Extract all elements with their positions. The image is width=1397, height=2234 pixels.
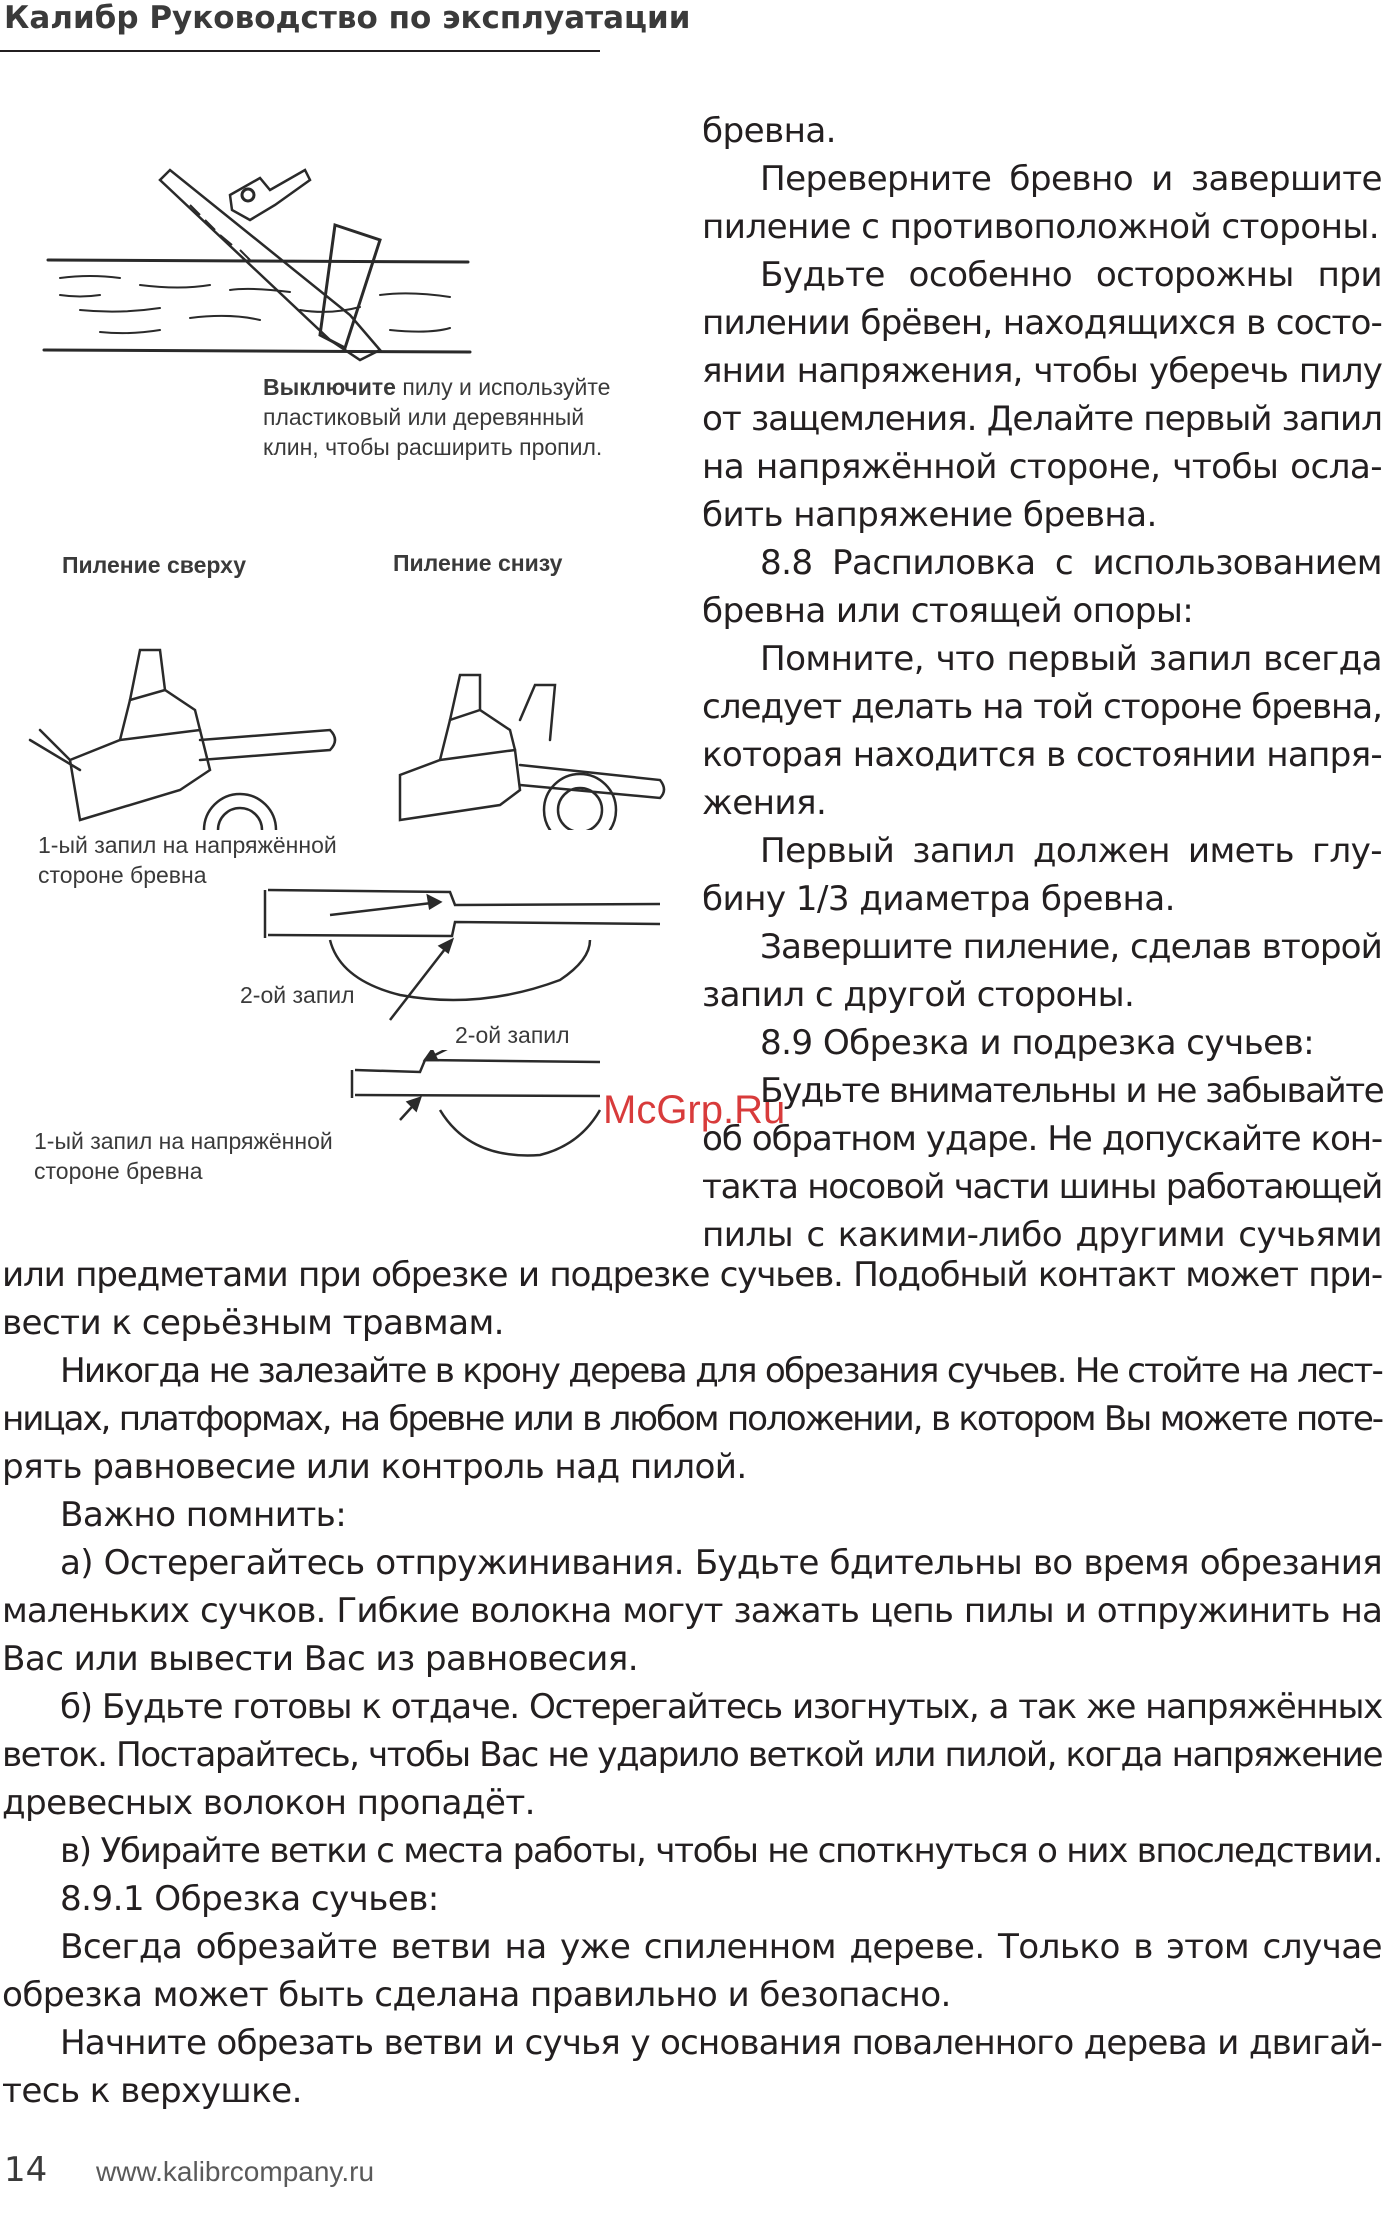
body-line: в) Убирайте ветки с места работы, чтобы не споткнуться о них впоследствии. <box>60 1831 1382 1871</box>
col-line: Будьте особенно осторожны при <box>760 255 1382 295</box>
col-line: 8.9 Обрезка и подрезка сучьев: <box>760 1023 1315 1063</box>
col-line: жения. <box>702 783 827 823</box>
col-line: пилы с какими-либо другими сучьями <box>702 1215 1382 1255</box>
col-line: об обратном ударе. Не допускайте кон- <box>702 1119 1382 1159</box>
body-line: 8.9.1 Обрезка сучьев: <box>60 1879 439 1919</box>
wedge-caption-bold: Выключите <box>263 374 396 400</box>
website-link[interactable]: www.kalibrcompany.ru <box>96 2156 375 2187</box>
label-second-cut-b: 2-ой запил <box>455 1022 570 1048</box>
label-second-cut-a: 2-ой запил <box>240 982 355 1008</box>
col-line: запил с другой стороны. <box>702 975 1135 1015</box>
label-first-cut-a-line1: 1-ый запил на напряжённой <box>38 832 337 858</box>
col-line: от защемления. Делайте первый запил <box>702 399 1382 439</box>
page-footer <box>0 2150 700 2200</box>
label-top-cut: Пиление сверху <box>62 552 247 578</box>
body-line: Всегда обрезайте ветви на уже спиленном дереве. Только в этом случае <box>60 1927 1382 1967</box>
body-line: ницах, платформах, на бревне или в любом положении, в котором Вы можете поте- <box>2 1399 1382 1439</box>
col-line: бить напряжение бревна. <box>702 495 1157 535</box>
first-cut-diagram-a <box>0 860 680 1060</box>
body-line: рять равновесие или контроль над пилой. <box>2 1447 747 1487</box>
illustration-area <box>0 120 680 1240</box>
label-first-cut-b <box>34 1126 333 1186</box>
col-line: Первый запил должен иметь глу- <box>760 831 1382 871</box>
page-header <box>0 0 691 52</box>
wedge-caption-line1: пилу и используйте <box>395 374 611 400</box>
body-line: Важно помнить: <box>60 1495 347 1535</box>
body-line: Вас или вывести Вас из равновесия. <box>2 1639 638 1679</box>
col-line: Помните, что первый запил всегда <box>760 639 1382 679</box>
wedge-caption <box>263 372 610 462</box>
wedge-caption-line2: пластиковый или деревянный <box>263 404 585 430</box>
body-line: а) Остерегайтесь отпружинивания. Будьте бдительны во время обрезания <box>60 1543 1382 1583</box>
col-line: такта носовой части шины работающей <box>702 1167 1382 1207</box>
sawing-illustration <box>0 590 680 830</box>
col-line: пиление с противоположной стороны. <box>702 207 1380 247</box>
body-line: веток. Постарайтесь, чтобы Вас не ударило веткой или пилой, когда напряжение <box>2 1735 1382 1775</box>
body-line: древесных волокон пропадёт. <box>2 1783 535 1823</box>
col-line: Переверните бревно и завершите <box>760 159 1382 199</box>
col-line: янии напряжения, чтобы уберечь пилу <box>702 351 1382 391</box>
watermark: McGrp.Ru <box>603 1088 786 1132</box>
col-line: Завершите пиление, сделав второй <box>760 927 1382 967</box>
body-line: тесь к верхушке. <box>2 2071 302 2111</box>
col-line: следует делать на той стороне бревна, <box>702 687 1382 727</box>
col-line: которая находится в состоянии напря- <box>702 735 1382 775</box>
label-first-cut-a-line2: стороне бревна <box>38 862 207 888</box>
full-width-text <box>2 1251 1382 2115</box>
body-line: Начните обрезать ветви и сучья у основания поваленного дерева и двигай- <box>60 2023 1382 2063</box>
col-line: Будьте внимательны и не забывайте <box>760 1071 1384 1111</box>
body-line: или предметами при обрезке и подрезке сучьев. Подобный контакт может при- <box>2 1255 1382 1295</box>
col-line: пилении брёвен, находящихся в состо- <box>702 303 1382 343</box>
col-line: бревна или стоящей опоры: <box>702 591 1194 631</box>
right-column-text <box>702 107 1382 1259</box>
body-line: обрезка может быть сделана правильно и безопасно. <box>2 1975 951 2015</box>
label-first-cut-b-line1: 1-ый запил на напряжённой <box>34 1128 333 1154</box>
col-line: на напряжённой стороне, чтобы осла- <box>702 447 1382 487</box>
label-first-cut-b-line2: стороне бревна <box>34 1158 203 1184</box>
col-line: бину 1/3 диаметра бревна. <box>702 879 1175 919</box>
col-line: бревна. <box>702 111 836 151</box>
body-line: маленьких сучков. Гибкие волокна могут зажать цепь пилы и отпружинить на <box>2 1591 1382 1631</box>
body-line: б) Будьте готовы к отдаче. Остерегайтесь изогнутых, а так же напряжённых <box>60 1687 1382 1727</box>
body-line: Никогда не залезайте в крону дерева для обрезания сучьев. Не стойте на лест- <box>60 1351 1382 1391</box>
header-title: Калибр Руководство по эксплуатации <box>4 0 691 36</box>
page-number: 14 <box>4 2150 48 2190</box>
body-line: вести к серьёзным травмам. <box>2 1303 504 1343</box>
label-bottom-cut: Пиление снизу <box>393 550 563 576</box>
wedge-caption-line3: клин, чтобы расширить пропил. <box>263 434 603 460</box>
col-line: 8.8 Распиловка с использованием <box>760 543 1382 583</box>
